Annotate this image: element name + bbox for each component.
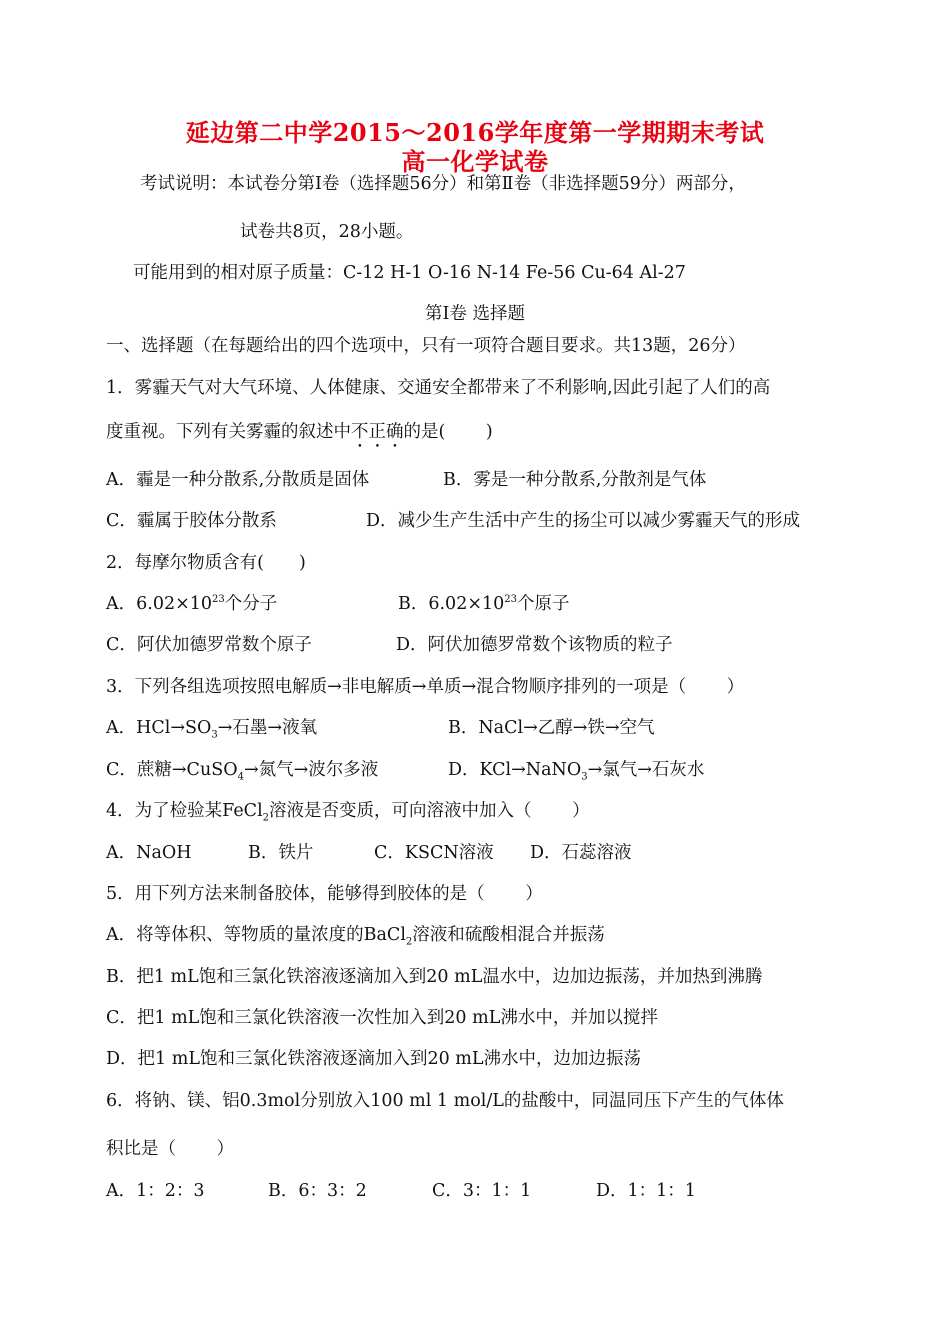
exam-subtitle: 高一化学试卷 bbox=[401, 147, 549, 176]
q4-option-b: B．铁片 bbox=[248, 843, 314, 863]
q1-option-a: A．霾是一种分散系,分散质是固体 bbox=[106, 470, 370, 490]
q5-a-text: A．将等体积、等物质的量浓度的BaCl bbox=[106, 925, 406, 945]
q2-a-unit: 个分子 bbox=[224, 594, 278, 614]
q5-option-d: D．把1 mL饱和三氯化铁溶液逐滴加入到20 mL沸水中，边加边振荡 bbox=[106, 1049, 641, 1069]
q2-option-b bbox=[398, 592, 570, 616]
q3-a-rest: →石墨→液氧 bbox=[217, 718, 318, 738]
q2-a-text: A．6.02×10 bbox=[106, 594, 213, 614]
q6-option-c: C．3：1：1 bbox=[432, 1181, 532, 1201]
q5-a-rest: 溶液和硫酸相混合并振荡 bbox=[412, 925, 605, 945]
q1-stem-part-b: 的是( ) bbox=[403, 422, 493, 442]
q1-option-d: D．减少生产生活中产生的扬尘可以减少雾霾天气的形成 bbox=[366, 511, 801, 531]
q1-option-b: B．雾是一种分散系,分散剂是气体 bbox=[443, 470, 707, 490]
atomic-masses: 可能用到的相对原子质量：C-12 H-1 O-16 N-14 Fe-56 Cu-64 Al-27 bbox=[133, 263, 686, 283]
q3-option-a bbox=[106, 716, 317, 740]
q5-option-b: B．把1 mL饱和三氯化铁溶液逐滴加入到20 mL温水中，边加边振荡，并加热到沸腾 bbox=[106, 967, 763, 987]
q2-b-text: B．6.02×10 bbox=[398, 594, 505, 614]
q2-b-unit: 个原子 bbox=[517, 594, 570, 614]
q1-option-c: C．霾属于胶体分散系 bbox=[106, 511, 277, 531]
q4-stem-rest: 溶液是否变质，可向溶液中加入（ ） bbox=[269, 801, 590, 821]
exam-instructions-line2: 试卷共8页，28小题。 bbox=[240, 222, 414, 242]
q4-stem-text: 4．为了检验某FeCl bbox=[106, 801, 263, 821]
q3-d-rest: →氯气→石灰水 bbox=[587, 760, 705, 780]
exam-title: 延边第二中学2015～2016学年度第一学期期末考试 bbox=[185, 118, 765, 147]
q6-option-b: B．6：3：2 bbox=[268, 1181, 367, 1201]
q6-option-a: A．1：2：3 bbox=[106, 1181, 205, 1201]
q3-stem: 3．下列各组选项按照电解质→非电解质→单质→混合物顺序排列的一项是（ ） bbox=[106, 677, 745, 697]
q4-stem-sub: 2 bbox=[262, 812, 270, 824]
q3-c-text: C．蔗糖→CuSO bbox=[106, 760, 238, 780]
q5-option-c: C．把1 mL饱和三氯化铁溶液一次性加入到20 mL沸水中，并加以搅拌 bbox=[106, 1008, 658, 1028]
q2-a-exp: 23 bbox=[212, 594, 225, 606]
q2-option-c: C．阿伏加德罗常数个原子 bbox=[106, 635, 312, 655]
q1-emphasis: 不正确 bbox=[351, 422, 404, 442]
q5-a-sub: 2 bbox=[405, 936, 413, 948]
q3-c-rest: →氮气→波尔多液 bbox=[243, 760, 379, 780]
q3-d-sub: 3 bbox=[581, 771, 588, 783]
q6-stem-line1: 6．将钠、镁、铝0.3mol分别放入100 ml 1 mol/L的盐酸中，同温同压下产生的气体体 bbox=[106, 1091, 784, 1111]
q3-a-sub: 3 bbox=[211, 729, 218, 741]
q2-option-a bbox=[106, 592, 277, 616]
q6-stem-line2: 积比是（ ） bbox=[106, 1139, 235, 1159]
q5-stem: 5．用下列方法来制备胶体，能够得到胶体的是（ ） bbox=[106, 884, 543, 904]
q4-stem bbox=[106, 799, 590, 823]
q3-d-text: D．KCl→NaNO bbox=[448, 760, 582, 780]
q1-stem-line2 bbox=[106, 420, 493, 452]
q6-option-d: D．1：1：1 bbox=[596, 1181, 696, 1201]
q1-stem-part-a: 度重视。下列有关雾霾的叙述中 bbox=[106, 422, 351, 442]
q2-b-exp: 23 bbox=[504, 594, 517, 606]
q5-option-a bbox=[106, 923, 605, 947]
section-title: 第Ⅰ卷 选择题 bbox=[425, 304, 525, 324]
q2-option-d: D．阿伏加德罗常数个该物质的粒子 bbox=[396, 635, 673, 655]
q3-a-text: A．HCl→SO bbox=[106, 718, 212, 738]
q4-option-d: D．石蕊溶液 bbox=[530, 843, 632, 863]
exam-instructions-line1: 考试说明：本试卷分第Ⅰ卷（选择题56分）和第Ⅱ卷（非选择题59分）两部分， bbox=[140, 174, 746, 194]
q1-stem-line1: 1．雾霾天气对大气环境、人体健康、交通安全都带来了不利影响,因此引起了人们的高 bbox=[106, 378, 771, 398]
q4-option-c: C．KSCN溶液 bbox=[374, 843, 494, 863]
part-one-heading: 一、选择题（在每题给出的四个选项中，只有一项符合题目要求。共13题，26分） bbox=[106, 336, 746, 356]
q3-c-sub: 4 bbox=[237, 771, 244, 783]
q3-option-b: B．NaCl→乙醇→铁→空气 bbox=[448, 718, 655, 738]
q3-option-c bbox=[106, 758, 378, 782]
q4-option-a: A．NaOH bbox=[106, 843, 192, 863]
q3-option-d bbox=[448, 758, 704, 782]
q2-stem: 2．每摩尔物质含有( ) bbox=[106, 553, 306, 573]
